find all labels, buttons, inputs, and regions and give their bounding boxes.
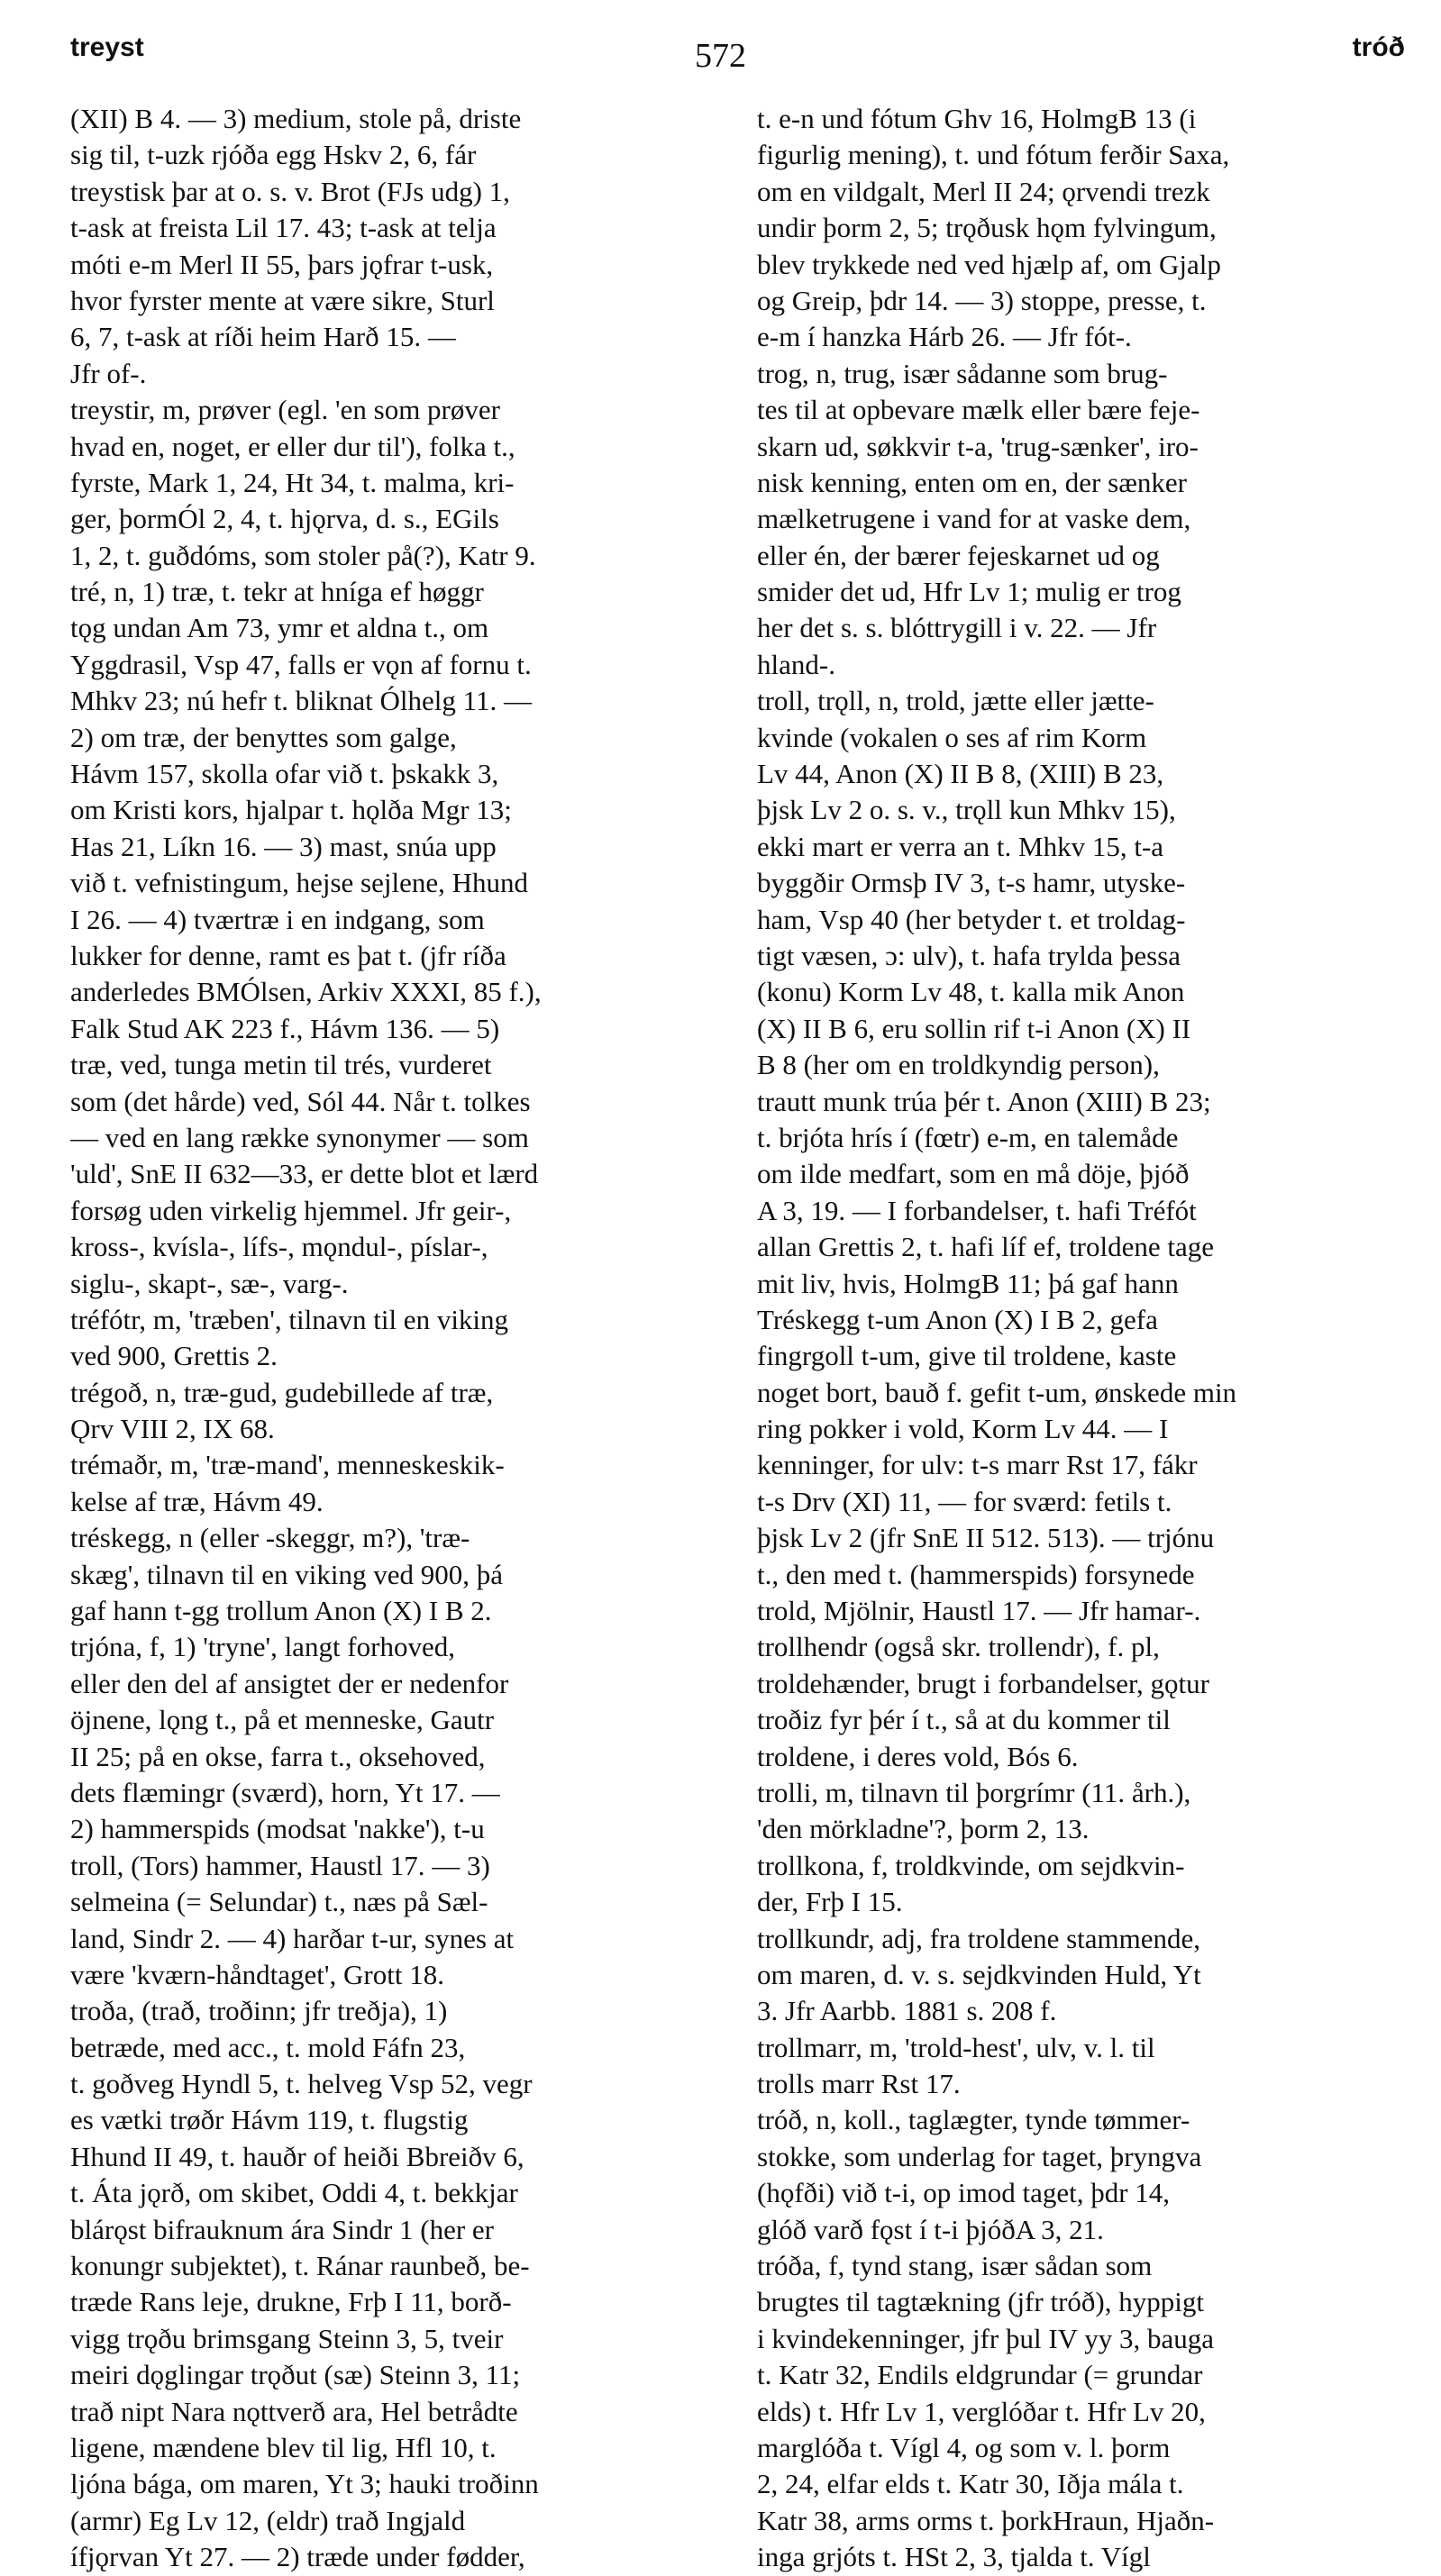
left-column-line: land, Sindr 2. — 4) harðar t-ur, synes at: [70, 1922, 515, 1954]
right-column-line: fingrgoll t-um, give til troldene, kaste: [757, 1340, 1177, 1372]
right-column-line: ekki mart er verra an t. Mhkv 15, t-a: [757, 830, 1164, 862]
left-column-line: trégoð, n, træ-gud, gudebillede af træ,: [70, 1376, 494, 1408]
right-column-line: t., den med t. (hammerspids) forsynede: [757, 1558, 1195, 1590]
right-column-line: ham, Vsp 40 (her betyder t. et troldag-: [757, 903, 1186, 935]
right-column-line: (konu) Korm Lv 48, t. kalla mik Anon: [757, 976, 1185, 1008]
right-column-line: marglóða t. Vígl 4, og som v. l. þorm: [757, 2432, 1171, 2463]
right-column-line: (hǫfði) við t-i, op imod taget, þdr 14,: [757, 2177, 1171, 2209]
right-column-line: B 8 (her om en troldkyndig person),: [757, 1049, 1160, 1081]
right-column-line: byggðir Ormsþ IV 3, t-s hamr, utyske-: [757, 867, 1186, 899]
left-column-line: skæg', tilnavn til en viking ved 900, þá: [70, 1558, 504, 1590]
right-column-line: blev trykkede ned ved hjælp af, om Gjalp: [757, 248, 1221, 280]
left-column-line: ífjǫrvan Yt 27. — 2) træde under fødder,: [70, 2541, 525, 2573]
right-column-line: trollmarr, m, 'trold-hest', ulv, v. l. til: [757, 2031, 1155, 2063]
right-column-line: þjsk Lv 2 o. s. v., trǫll kun Mhkv 15),: [757, 794, 1176, 826]
left-column-line: Hhund II 49, t. hauðr of heiði Bbreiðv 6,: [70, 2140, 524, 2172]
right-column-line: troldehænder, brugt i forbandelser, gǫtur: [757, 1667, 1209, 1699]
left-column-line: II 25; på en okse, farra t., oksehoved,: [70, 1740, 486, 1772]
left-column-line: 6, 7, t-ask at ríði heim Harð 15. —: [70, 321, 456, 353]
left-column-line: t. Áta jǫrð, om skibet, Oddi 4, t. bekkjar: [70, 2177, 518, 2209]
right-column-line: A 3, 19. — I forbandelser, t. hafi Tréfót: [757, 1194, 1197, 1226]
right-column-line: trollkundr, adj, fra troldene stammende,: [757, 1922, 1201, 1954]
right-column-line: inga grjóts t. HSt 2, 3, tjalda t. Vígl: [757, 2541, 1151, 2573]
left-column-line: eller den del af ansigtet der er nedenfor: [70, 1667, 509, 1699]
left-column-line: tréskegg, n (eller -skeggr, m?), 'træ-: [70, 1522, 470, 1554]
left-column-line: ligene, mændene blev til lig, Hfl 10, t.: [70, 2432, 497, 2463]
right-column-line: tes til at opbevare mælk eller bære feje-: [757, 394, 1200, 426]
left-column-line: tréfótr, m, 'træben', tilnavn til en viking: [70, 1303, 509, 1335]
right-column-line: trog, n, trug, især sådanne som brug-: [757, 357, 1168, 389]
right-column-line: þjsk Lv 2 (jfr SnE II 512. 513). — trjónu: [757, 1522, 1215, 1554]
left-column-line: kross-, kvísla-, lífs-, mǫndul-, píslar-,: [70, 1231, 488, 1263]
right-column-line: 'den mörkladne'?, þorm 2, 13.: [757, 1813, 1090, 1845]
right-column-line: trolls marr Rst 17.: [757, 2068, 961, 2100]
right-column-line: nisk kenning, enten om en, der sænker: [757, 466, 1187, 498]
left-column: [70, 101, 721, 2576]
right-column-line: 2, 24, elfar elds t. Katr 30, Iðja mála t.: [757, 2468, 1184, 2500]
right-column-line: glóð varð fǫst í t-i þjóðA 3, 21.: [757, 2213, 1104, 2245]
right-column-line: om en vildgalt, Merl II 24; ǫrvendi trezk: [757, 175, 1210, 207]
right-column-line: Lv 44, Anon (X) II B 8, (XIII) B 23,: [757, 758, 1164, 790]
left-column-line: troða, (trað, troðinn; jfr treðja), 1): [70, 1995, 448, 2027]
left-column-line: træde Rans leje, drukne, Frþ I 11, borð-: [70, 2286, 512, 2318]
right-column-line: brugtes til tagtækning (jfr tróð), hyppigt: [757, 2286, 1204, 2318]
right-column-line: t. e-n und fótum Ghv 16, HolmgB 13 (i: [757, 103, 1197, 134]
right-column-line: 3. Jfr Aarbb. 1881 s. 208 f.: [757, 1995, 1057, 2027]
left-column-line: hvor fyrster mente at være sikre, Sturl: [70, 284, 495, 316]
left-column-line: 'uld', SnE II 632—33, er dette blot et lærd: [70, 1158, 539, 1190]
left-column-line: anderledes BMÓlsen, Arkiv XXXI, 85 f.),: [70, 976, 542, 1008]
right-column-line: troll, trǫll, n, trold, jætte eller jætte-: [757, 685, 1154, 717]
left-column-line: siglu-, skapt-, sæ-, varg-.: [70, 1267, 349, 1299]
right-column-line: trautt munk trúa þér t. Anon (XIII) B 23;: [757, 1085, 1211, 1117]
left-column-line: fyrste, Mark 1, 24, Ht 34, t. malma, kri-: [70, 466, 515, 498]
right-column-line: om maren, d. v. s. sejdkvinden Huld, Yt: [757, 1958, 1201, 1990]
left-column-line: 2) om træ, der benyttes som galge,: [70, 721, 457, 753]
right-column-line: noget bort, bauð f. gefit t-um, ønskede min: [757, 1376, 1237, 1408]
left-column-line: ved 900, Grettis 2.: [70, 1340, 278, 1372]
left-column-line: konungr subjektet), t. Ránar raunbeð, be-: [70, 2250, 530, 2282]
left-column-line: vigg trǫðu brimsgang Steinn 3, 5, tveir: [70, 2322, 504, 2354]
right-running-headword: tróð: [1352, 32, 1405, 62]
right-column-line: tróða, f, tynd stang, især sådan som: [757, 2250, 1153, 2282]
right-column-line: e-m í hanzka Hárb 26. — Jfr fót-.: [757, 321, 1132, 353]
left-column-line: t-ask at freista Lil 17. 43; t-ask at telja: [70, 212, 497, 244]
page-number: 572: [695, 37, 746, 75]
right-column-line: allan Grettis 2, t. hafi líf ef, troldene tage: [757, 1231, 1215, 1263]
left-column-line: sig til, t-uzk rjóða egg Hskv 2, 6, fár: [70, 139, 477, 171]
right-column-line: (X) II B 6, eru sollin rif t-i Anon (X) II: [757, 1012, 1191, 1044]
left-running-headword: treyst: [70, 32, 144, 62]
left-column-line: við t. vefnistingum, hejse sejlene, Hhund: [70, 867, 528, 899]
right-column-line: her det s. s. blóttrygill i v. 22. — Jfr: [757, 612, 1157, 644]
left-column-line: t. goðveg Hyndl 5, t. helveg Vsp 52, vegr: [70, 2068, 533, 2100]
right-column-line: kenninger, for ulv: t-s marr Rst 17, fákr: [757, 1449, 1198, 1481]
left-column-line: Hávm 157, skolla ofar við t. þskakk 3,: [70, 758, 499, 790]
left-column-line: om Kristi kors, hjalpar t. hǫlða Mgr 13;: [70, 794, 512, 826]
left-column-line: Has 21, Líkn 16. — 3) mast, snúa upp: [70, 830, 497, 862]
left-column-line: trað nipt Nara nǫttverð ara, Hel betrådte: [70, 2395, 518, 2427]
right-column-line: i kvindekenninger, jfr þul IV yy 3, bauga: [757, 2322, 1214, 2354]
right-column-line: t-s Drv (XI) 11, — for sværd: fetils t.: [757, 1485, 1172, 1517]
left-column-line: tré, n, 1) træ, t. tekr at hníga ef høggr: [70, 576, 484, 608]
left-column-line: blárǫst bifrauknum ára Sindr 1 (her er: [70, 2213, 495, 2245]
left-column-line: Yggdrasil, Vsp 47, falls er vǫn af fornu t.: [70, 648, 532, 680]
left-column-line: Falk Stud AK 223 f., Hávm 136. — 5): [70, 1012, 500, 1044]
right-column-line: troldene, i deres vold, Bós 6.: [757, 1740, 1079, 1772]
right-column-line: t. brjóta hrís í (fœtr) e-m, en talemåde: [757, 1121, 1179, 1153]
right-column-line: der, Frþ I 15.: [757, 1886, 903, 1918]
left-column-line: (armr) Eg Lv 12, (eldr) trað Ingjald: [70, 2504, 466, 2536]
right-column-line: tigt væsen, ɔ: ulv), t. hafa trylda þessa: [757, 939, 1181, 971]
right-column-line: eller én, der bærer fejeskarnet ud og: [757, 539, 1160, 571]
left-column-line: dets flæmingr (sværd), horn, Yt 17. —: [70, 1776, 500, 1808]
right-column-line: elds) t. Hfr Lv 1, verglóðar t. Hfr Lv 20,: [757, 2395, 1206, 2427]
left-column-line: móti e-m Merl II 55, þars jǫfrar t-usk,: [70, 248, 494, 280]
left-column-line: — ved en lang række synonymer — som: [70, 1121, 529, 1153]
right-column-line: trollkona, f, troldkvinde, om sejdkvin-: [757, 1849, 1185, 1881]
left-column-line: troll, (Tors) hammer, Haustl 17. — 3): [70, 1849, 490, 1881]
right-column-line: figurlig mening), t. und fótum ferðir Saxa,: [757, 139, 1230, 171]
left-column-line: kelse af træ, Hávm 49.: [70, 1485, 324, 1517]
right-column-line: trollhendr (også skr. trollendr), f. pl,: [757, 1631, 1160, 1663]
right-column-line: stokke, som underlag for taget, þryngva: [757, 2140, 1202, 2172]
right-column-line: mælketrugene i vand for at vaske dem,: [757, 503, 1191, 535]
left-column-line: I 26. — 4) tværtræ i en indgang, som: [70, 903, 485, 935]
left-column-line: (XII) B 4. — 3) medium, stole på, driste: [70, 103, 522, 134]
left-column-line: 1, 2, t. guðdóms, som stoler på(?), Katr 9.: [70, 539, 536, 571]
left-column-line: meiri dǫglingar trǫðut (sæ) Steinn 3, 11;: [70, 2359, 521, 2391]
right-column-line: Katr 38, arms orms t. þorkHraun, Hjaðn-: [757, 2504, 1215, 2536]
left-column-line: forsøg uden virkelig hjemmel. Jfr geir-,: [70, 1194, 512, 1226]
left-column-line: ljóna bága, om maren, Yt 3; hauki troðinn: [70, 2468, 539, 2500]
right-column-line: trold, Mjölnir, Haustl 17. — Jfr hamar-.: [757, 1595, 1201, 1627]
left-column-line: være 'kværn-håndtaget', Grott 18.: [70, 1958, 444, 1990]
right-column-line: ring pokker i vold, Korm Lv 44. — I: [757, 1413, 1169, 1445]
right-column-line: troðiz fyr þér í t., så at du kommer til: [757, 1704, 1171, 1736]
left-column-line: es vætki trøðr Hávm 119, t. flugstig: [70, 2104, 469, 2136]
right-column-line: kvinde (vokalen o ses af rim Korm: [757, 721, 1147, 753]
left-column-line: gaf hann t-gg trollum Anon (X) I B 2.: [70, 1595, 492, 1627]
page-header: [0, 32, 1441, 86]
left-column-line: tǫg undan Am 73, ymr et aldna t., om: [70, 612, 489, 644]
right-column-line: Tréskegg t-um Anon (X) I B 2, gefa: [757, 1303, 1158, 1335]
left-column-line: selmeina (= Selundar) t., næs på Sæl-: [70, 1886, 488, 1918]
left-column-line: öjnene, lǫng t., på et menneske, Gautr: [70, 1704, 495, 1736]
right-column-line: og Greip, þdr 14. — 3) stoppe, presse, t.: [757, 284, 1207, 316]
left-column-line: 2) hammerspids (modsat 'nakke'), t-u: [70, 1813, 485, 1845]
left-column-line: ger, þormÓl 2, 4, t. hjǫrva, d. s., EGils: [70, 503, 499, 535]
left-column-line: treystisk þar at o. s. v. Brot (FJs udg) 1,: [70, 175, 510, 207]
left-column-line: lukker for denne, ramt es þat t. (jfr ríða: [70, 939, 506, 971]
right-column-line: hland-.: [757, 648, 835, 680]
right-column-line: mit liv, hvis, HolmgB 11; þá gaf hann: [757, 1267, 1179, 1299]
right-column-line: skarn ud, søkkvir t-a, 'trug-sænker', iro-: [757, 430, 1199, 462]
left-column-line: træ, ved, tunga metin til trés, vurderet: [70, 1049, 492, 1081]
right-column-line: trolli, m, tilnavn til þorgrímr (11. årh.),: [757, 1776, 1191, 1808]
right-column-line: om ilde medfart, som en må döje, þjóð: [757, 1158, 1190, 1190]
left-column-line: hvad en, noget, er eller dur til'), folka t.,: [70, 430, 515, 462]
left-column-line: som (det hårde) ved, Sól 44. Når t. tolkes: [70, 1085, 531, 1117]
right-column-line: undir þorm 2, 5; trǫðusk hǫm fylvingum,: [757, 212, 1217, 244]
left-column-line: trjóna, f, 1) 'tryne', langt forhoved,: [70, 1631, 455, 1663]
left-column-line: Ǫrv VIII 2, IX 68.: [70, 1413, 275, 1445]
left-column-line: trémaðr, m, 'træ-mand', menneskeskik-: [70, 1449, 505, 1481]
left-column-line: Mhkv 23; nú hefr t. bliknat Ólhelg 11. —: [70, 685, 533, 717]
right-column-line: smider det ud, Hfr Lv 1; mulig er trog: [757, 576, 1181, 608]
left-column-line: betræde, med acc., t. mold Fáfn 23,: [70, 2031, 466, 2063]
right-column-line: t. Katr 32, Endils eldgrundar (= grundar: [757, 2359, 1203, 2391]
right-column: [757, 101, 1410, 2576]
left-column-line: Jfr of-.: [70, 357, 147, 389]
left-column-line: treystir, m, prøver (egl. 'en som prøver: [70, 394, 500, 426]
right-column-line: tróð, n, koll., taglægter, tynde tømmer-: [757, 2104, 1190, 2136]
